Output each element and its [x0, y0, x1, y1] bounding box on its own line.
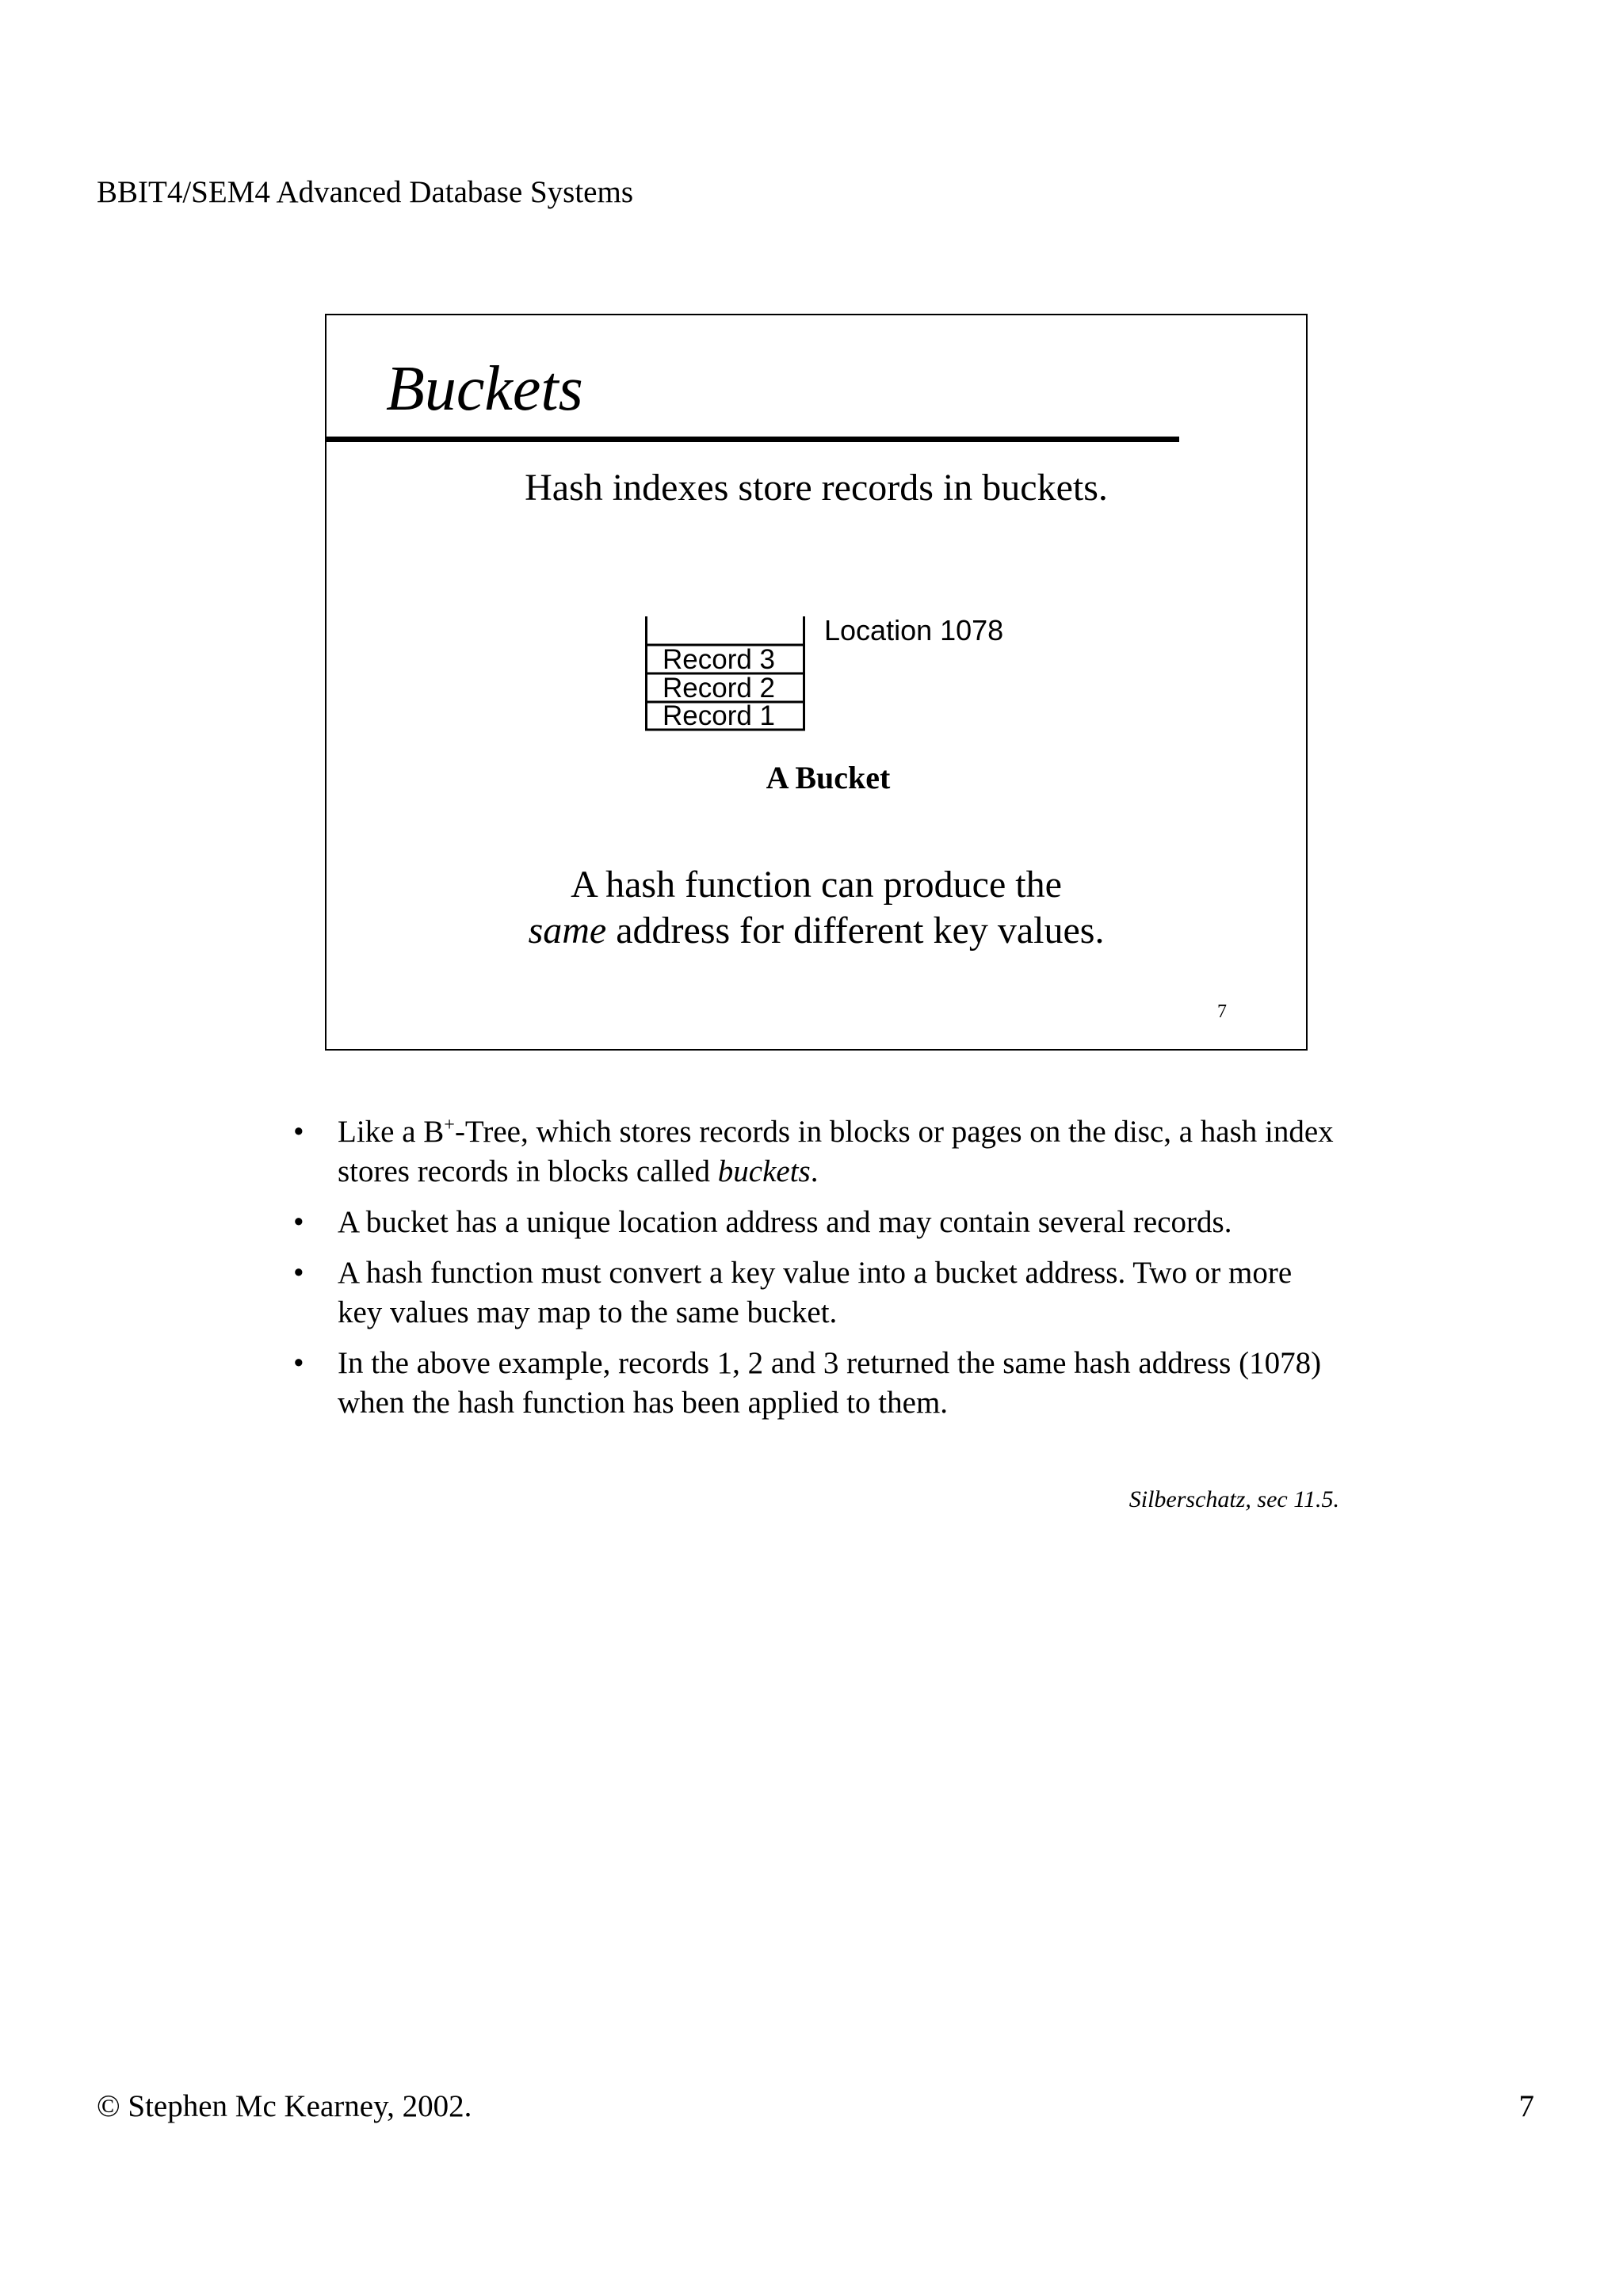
- bullet-1-superscript: +: [444, 1114, 455, 1135]
- bullet-item-1: [293, 1112, 1339, 1192]
- bullet-1-text-b: -Tree, which stores records in blocks or pages on the disc, a hash index stores records in blocks called: [338, 1115, 1334, 1188]
- bullet-1-emphasis: buckets: [717, 1154, 811, 1188]
- bullet-marker: •: [293, 1256, 304, 1290]
- bullet-2-text: A bucket has a unique location address and may contain several records.: [338, 1205, 1232, 1239]
- bullet-list: [293, 1112, 1339, 1434]
- bucket-record-2: Record 2: [663, 673, 776, 704]
- slide-note-line-2-rest: address for different key values.: [606, 910, 1105, 952]
- bucket-diagram: [645, 614, 1004, 735]
- bullet-marker: •: [293, 1205, 304, 1239]
- slide-frame: [325, 314, 1308, 1051]
- bucket-record-3: Record 3: [663, 644, 776, 675]
- slide-note-line-1: A hash function can produce the: [571, 864, 1062, 906]
- bullet-1-text-end: .: [810, 1154, 819, 1188]
- bullet-3-text: A hash function must convert a key value into a bucket address. Two or more key values may map to the same bucket.: [338, 1256, 1293, 1329]
- slide-subtitle: Hash indexes store records in buckets.: [525, 467, 1108, 509]
- bullet-marker: •: [293, 1346, 304, 1380]
- bucket-location-label: Location 1078: [824, 614, 1004, 646]
- bucket-caption: A Bucket: [766, 760, 891, 795]
- bullet-item-3: [293, 1253, 1339, 1333]
- bullet-item-2: [293, 1203, 1339, 1242]
- page-header: BBIT4/SEM4 Advanced Database Systems: [97, 175, 633, 209]
- bucket-record-1: Record 1: [663, 700, 776, 731]
- slide-number: 7: [1217, 1001, 1227, 1022]
- slide-note: [327, 862, 1306, 954]
- source-reference: Silberschatz, sec 11.5.: [1128, 1486, 1339, 1512]
- title-underline: [327, 437, 1179, 442]
- bullet-marker: •: [293, 1115, 304, 1149]
- footer-page-number: 7: [1518, 2089, 1534, 2123]
- bullet-4-text: In the above example, records 1, 2 and 3 returned the same hash address (1078) when the hash function has been applied to them.: [338, 1346, 1322, 1420]
- slide-title: Buckets: [386, 354, 583, 424]
- slide-note-emphasis: same: [528, 910, 607, 952]
- slide-note-line-2: [327, 908, 1306, 954]
- bullet-item-4: [293, 1344, 1339, 1423]
- footer-copyright: © Stephen Mc Kearney, 2002.: [97, 2089, 472, 2123]
- bullet-1-text-a: Like a B: [338, 1115, 445, 1149]
